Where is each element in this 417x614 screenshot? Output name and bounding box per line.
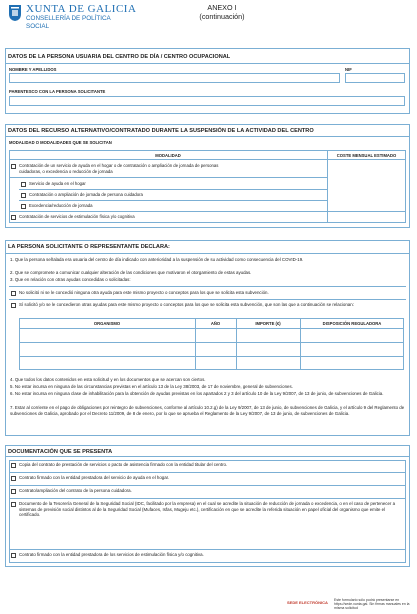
checkbox-doc3[interactable] — [11, 489, 16, 494]
checkbox-opt1[interactable] — [11, 164, 16, 169]
checkbox-doc5[interactable] — [11, 553, 16, 558]
checkbox-doc2[interactable] — [11, 476, 16, 481]
checkbox-sub2[interactable] — [21, 193, 26, 198]
doc2-label: Contrato firmado con la entidad prestadora del servicio de ayuda en el hogar. — [19, 475, 170, 480]
sub2-label: Contratación o ampliación de jornada de persona cuidadora — [29, 192, 143, 197]
declaration-item-3: 3. Que en relación con otras ayudas concedidas o solicitadas: — [10, 277, 131, 282]
declaration-item-7: 7. Estar al corriente en el pago de obligaciones por reintegro de subvenciones, conforme al artículo 10.2.g) de la Ley 9/2007, de 13 de junio, de subvenciones de Galicia, y el artículo 9 del Reglamento de subvenciones de Galicia, aprobado por el Decreto 11/2009, de 8 de enero, por lo que se aprueba el Reglamento de la Ley 9/2007, de 13 de junio, de subvenciones de Galicia. — [10, 405, 405, 416]
sub3-label: Excedencia/reducción de jornada — [29, 203, 93, 208]
col-importe: IMPORTE (€) — [255, 321, 281, 326]
declaration-item-5: 5. No estar incursa en ninguna de las circunstancias previstas en el artículo 13 de la Ley 38/2003, de 17 de noviembre, general de subvenciones. — [10, 384, 293, 389]
modalities-subtitle: MODALIDAD O MODALIDADES QUE SE SOLICITAN — [9, 140, 112, 145]
declaration-item-4: 4. Que todos los datos contenidos en esta solicitud y en los documentos que se acercan son ciertos. — [10, 377, 206, 382]
no-aid-label: No solicitó ni se le concedió ninguna otra ayuda para este mismo proyecto o conceptos para los que se solicita esta subvención. — [19, 290, 269, 295]
footer-note: Este formulario sólo podrá presentarse en https://sede.xunta.gal. Sin firmas manuales en la misma solicitud — [334, 598, 410, 611]
brand-name: XUNTA DE GALICIA — [26, 3, 137, 15]
section-title: DOCUMENTACIÓN QUE SE PRESENTA — [8, 449, 113, 455]
doc1-label: Copia del contrato de prestación de servicios o pacto de asistencia firmado con la entidad titular del centro. — [19, 462, 228, 467]
section-title: DATOS DEL RECURSO ALTERNATIVO/CONTRATADO DURANTE LA SUSPENSIÓN DE LA ACTIVIDAD DEL CENTRO — [8, 128, 314, 134]
checkbox-doc1[interactable] — [11, 463, 16, 468]
opt2-label: Contratación de servicios de estimulación física y/o cognitiva — [19, 214, 135, 219]
checkbox-opt2[interactable] — [11, 215, 16, 220]
doc3-label: Contrato/ampliación del contrato de la persona cuidadora. — [19, 488, 132, 493]
checkbox-sub1[interactable] — [21, 182, 26, 187]
declaration-item-2: 2. Que se compromete a comunicar cualquier alteración de las condiciones que motivaron el otorgamiento de estas ayudas. — [10, 270, 252, 275]
annex-heading: ANEXO I (continuación) — [199, 3, 245, 21]
sede-electronica-logo: SEDE ELECTRÓNICA — [287, 600, 328, 605]
col-coste: COSTE MENSUAL ESTIMADO — [336, 153, 397, 158]
yes-aid-label: Sí solicitó y/o se le concedieron otras ayudas para este mismo proyecto o conceptos para los que se solicita esta subvención, que son las que a continuación se relacionan: — [19, 302, 354, 307]
sub1-label: Servicio de ayuda en el hogar — [29, 181, 86, 186]
opt1-label: Contratación de un servicio de ayuda en el hogar o de contratación o ampliación de jornada de personas cuidadoras, o excedencia o reducción de jornada — [19, 163, 219, 174]
doc4-label: Documento de la Tesorería General de la Seguridad Social (IDC, facilitado por la empresa) en el cual se acredite la situación de reducción de jornada o excedencia, o en el caso de pertenecer a sistemas de previsión social distintos al de la Seguridad Social (Mufaces, Isfas, Mugeju etc.), certificación en que se acredite la referida situación en papel oficial del organismo que emite el certificado. — [19, 501, 396, 518]
checkbox-yes-aid[interactable] — [11, 303, 16, 308]
col-organismo: ORGANISMO — [93, 321, 121, 326]
checkbox-no-aid[interactable] — [11, 291, 16, 296]
nif-field[interactable] — [345, 73, 405, 83]
checkbox-sub3[interactable] — [21, 204, 26, 209]
modalities-table — [9, 150, 406, 223]
col-anio: AÑO — [210, 321, 221, 326]
relation-field[interactable] — [9, 96, 405, 106]
section-title: LA PERSONA SOLICITANTE O REPRESENTANTE DECLARA: — [8, 244, 170, 250]
section-title: DATOS DE LA PERSONA USUARIA DEL CENTRO DE DÍA / CENTRO OCUPACIONAL — [8, 54, 231, 60]
name-field[interactable] — [9, 73, 340, 83]
nif-label: NIF — [345, 67, 352, 72]
checkbox-doc4[interactable] — [11, 502, 16, 507]
relation-label: PARENTESCO CON LA PERSONA SOLICITANTE — [9, 89, 106, 94]
declaration-item-1: 1. Que la persona señalada era usuaria del centro de día indicado con anterioridad a la suspensión de su actividad como consecuencia del COVID-19. — [10, 257, 304, 262]
declaration-item-6: 6. No estar incursa en ninguna clase de inhabilitación para la obtención de ayudas previstas en los apartados 2 y 3 del artículo 10 de la Ley 9/2007, de 13 de junio, de subvenciones de Galicia. — [10, 391, 384, 396]
col-modalidad: MODALIDAD — [155, 153, 181, 158]
galicia-coat-of-arms-icon — [8, 4, 22, 22]
name-label: NOMBRE Y APELLIDOS — [9, 67, 57, 72]
ministry-name: CONSELLERÍA DE POLÍTICA SOCIAL — [26, 15, 111, 30]
col-disposicion: DISPOSICIÓN REGULADORA — [322, 321, 382, 326]
doc5-label: Contrato firmado con la entidad prestadora de los servicios de estimulación física y/o cognitiva. — [19, 552, 204, 557]
